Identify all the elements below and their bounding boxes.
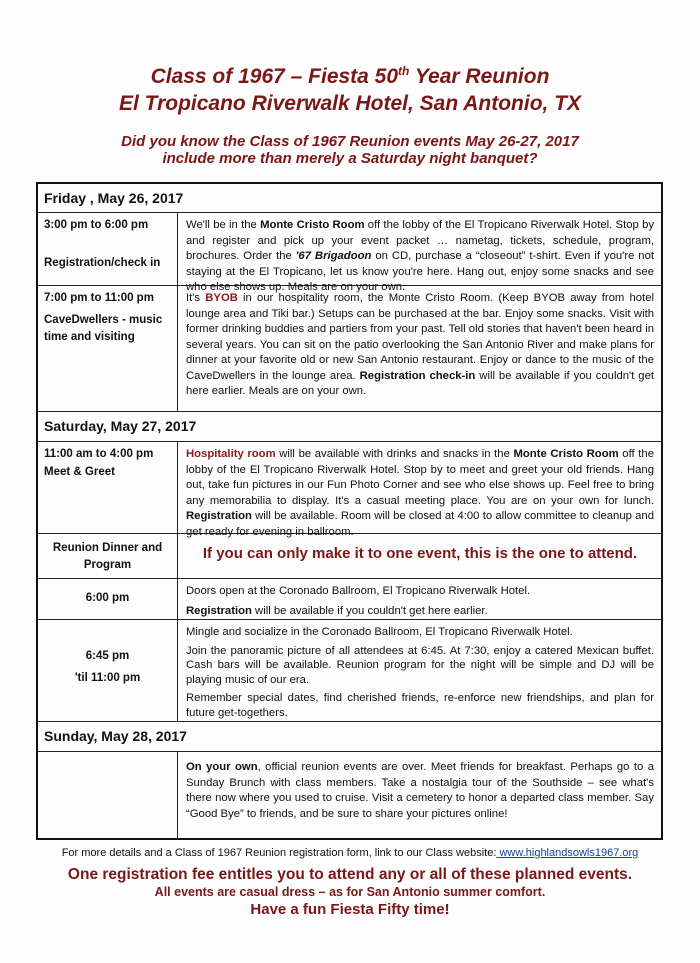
row-description: It's BYOB in our hospitality room, the Monte Cristo Room. (Keep BYOB away from hotel lounge area and Tiki bar.) Setups can be purchased at the bar. Enjoy some snacks. Visit with former drinking buddies and partiers from your past. Tell old stories that haven't been heard in several years. You can sit on the patio overlooking the San Antonio River and make plans for dinner at your favorite old or new San Antonio restaurant. Enjoy or dance to the music of the CaveDwellers in the lounge area. Registration check-in will be available if you couldn't get here earlier. Meals are on your own. [186,292,654,397]
fee-line: One registration fee entitles you to attend any or all of these planned events. [67,866,633,883]
row-description: Hospitality room will be available with drinks and snacks in the Monte Cristo Room off the lobby of the El Tropicano Riverwalk Hotel. Stop by to meet and greet your old friends. Hang out, take fun pictures in our Fun Photo Corner and see who else shows up. Feel free to bring any memorabilia to display. It's a casual meeting place. You are on your own for lunch. Registration will be available. Room will be closed at 4:00 to allow committee to cleanup and get ready for evening in ballroom. [186,448,654,538]
saturday-heading: Saturday, May 27, 2017 [38,412,661,442]
row-label: Reunion Dinner and Program [38,534,178,578]
row-time: 6:00 pm [38,579,178,619]
sunday-heading: Sunday, May 28, 2017 [38,722,661,752]
row-time: 3:00 pm to 6:00 pm Registration/check in [38,213,178,285]
title-line-1: Class of 1967 – Fiesta 50th Year Reunion [150,64,550,88]
question-line-1: Did you know the Class of 1967 Reunion events May 26-27, 2017 [121,133,579,150]
table-row [38,442,661,538]
title-line-2: El Tropicano Riverwalk Hotel, San Antonio, TX [118,92,582,115]
row-description: We'll be in the Monte Cristo Room off the lobby of the El Tropicano Riverwalk Hotel. Stop by and register and pick up your event packet … nametag, tickets, schedule, program, brochures. Order the '67 Brigadoon on CD, purchase a “closeout” t-shirt. Even if you're not staying at the El Tropicano, let us know you're here. Hang out, enjoy some snacks and see who else shows up. Meals are on your own. [186,219,655,293]
row-time: 6:45 pm 'til 11:00 pm [38,620,178,721]
table-row [38,534,661,579]
row-description: On your own, official reunion events are over. Meet friends for breakfast. Perhaps go to a Sunday Brunch with class members. Take a nostalgia tour of the Southside – see what's there now where you used to cruise. Visit a cemetery to honor a departed class member. Say “Good Bye” to friends, and be sure to share your pictures online! [186,761,654,820]
details-line: For more details and a Class of 1967 Reunion registration form, link to our Class website: www.highlandsowls1967.org [61,847,639,859]
table-row [38,213,661,293]
row-time: 7:00 pm to 11:00 pm CaveDwellers - music time and visiting [38,286,178,411]
table-row [38,752,661,840]
row-time: 11:00 am to 4:00 pm Meet & Greet [38,442,178,533]
row-time [38,752,178,840]
row-description: Mingle and socialize in the Coronado Ballroom, El Tropicano Riverwalk Hotel. Join the panoramic picture of all attendees at 6:45. At 7:30, enjoy a catered Mexican buffet. Cash bars will be available. Reunion program for the night will be simple and DJ will be playing music of our era. Remember special dates, find cherished friends, re-enforce new friendships, and plan for future get-togethers. [186,626,654,719]
dress-line: All events are casual dress – as for San Antonio summer comfort. [154,885,546,899]
schedule-table [36,182,663,840]
table-row [38,579,661,620]
row-description: Doors open at the Coronado Ballroom, El Tropicano Riverwalk Hotel. Registration will be available if you couldn't get here earlier. [186,585,531,617]
friday-heading: Friday , May 26, 2017 [38,184,661,213]
highlight-text: If you can only make it to one event, this is the one to attend. [202,545,638,562]
table-row [38,620,661,722]
website-link[interactable]: www.highlandsowls1967.org [496,847,639,859]
table-row [38,286,661,412]
closing-line: Have a fun Fiesta Fifty time! [250,901,450,918]
question-line-2: include more than merely a Saturday night banquet? [162,150,538,167]
